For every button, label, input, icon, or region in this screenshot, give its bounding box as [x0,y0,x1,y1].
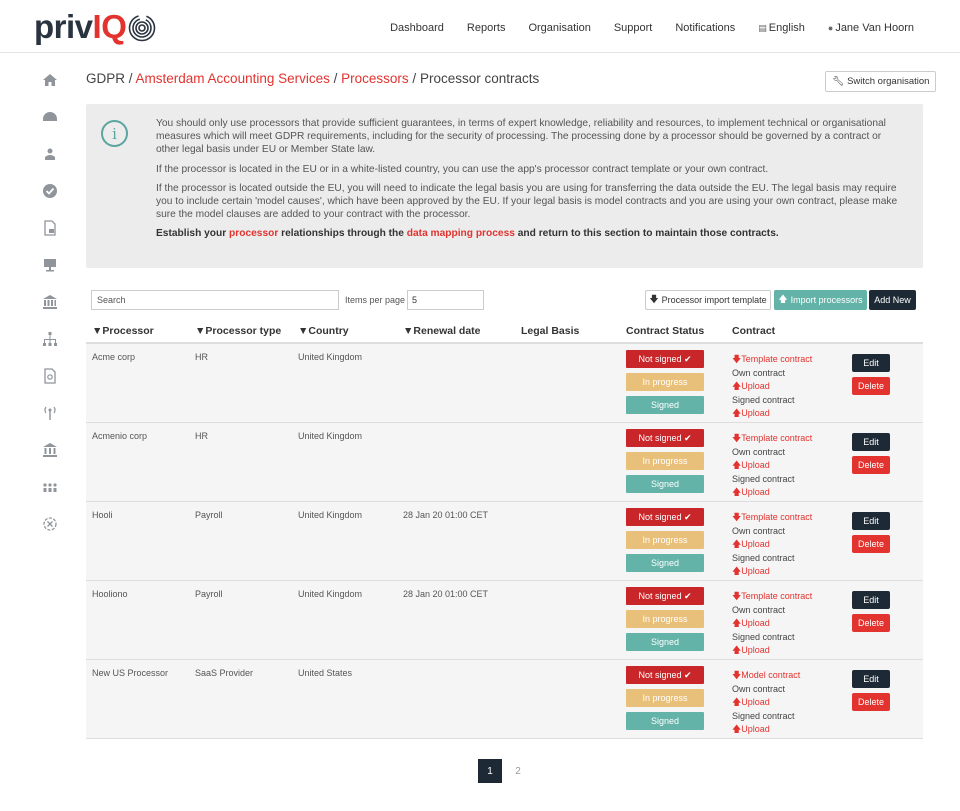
dashboard-gauge-icon[interactable] [38,107,62,127]
info-paragraph-4 [156,227,904,240]
signed-contract-upload-link[interactable]: 🡅Upload [732,487,770,497]
contract-template-link[interactable]: 🡇Template contract [732,433,813,443]
edit-button[interactable]: Edit [852,512,890,530]
document-search-icon[interactable] [38,366,62,386]
user-name: Jane Van Hoorn [835,22,914,34]
delete-button[interactable]: Delete [852,614,890,632]
breadcrumb [86,71,539,86]
user-icon: ● [827,23,834,33]
document-lock-icon[interactable] [38,218,62,238]
bank-building-icon[interactable] [38,440,62,460]
table-row [86,502,923,581]
import-processors-button[interactable] [774,290,867,310]
download-arrow-icon: 🡇 [649,294,659,304]
status-in-progress-button[interactable]: In progress [626,452,704,470]
processor-import-template-label: Processor import template [661,295,767,305]
info-paragraph-2: If the processor is located in the EU or in a white-listed country, you can use the app's processor contract template or your own contract. [156,163,769,175]
cell-country: United Kingdom [298,352,363,362]
signed-contract-upload-link[interactable]: 🡅Upload [732,645,770,655]
cell-country: United States [298,668,353,678]
info-p4-text: relationships through the [278,228,407,240]
top-bar [0,0,960,53]
institution-icon[interactable] [38,292,62,312]
nav-reports[interactable]: Reports [466,22,506,34]
items-per-page-label: Items per page [345,295,406,305]
signed-contract-label: Signed contract [732,711,795,721]
column-header-processor[interactable]: ▼Processor [92,325,154,337]
cell-processor-type: HR [195,352,208,362]
info-paragraph-1: You should only use processors that provide sufficient guarantees, in terms of expert knowledge, reliability and resources, to implement technical or organisational measures which will meet GDPR requirements, including for the security of processing. The processing done by a processor should be governed by a contract or other legal basis under EU or Member State law. [156,118,886,156]
cell-processor: Acme corp [92,352,136,362]
status-signed-button[interactable]: Signed [626,633,704,651]
own-contract-label: Own contract [732,526,786,536]
info-p4-text: Establish your [156,228,230,240]
nav-language[interactable] [758,22,805,34]
processor-link[interactable]: processor [229,228,279,240]
table-row [86,581,923,660]
status-not-signed-button[interactable]: Not signed ✔ [626,666,704,684]
breadcrumb-current: Processor contracts [419,71,540,86]
user-profile-icon[interactable] [38,144,62,164]
contract-template-link[interactable]: 🡇Model contract [732,670,801,680]
add-new-button[interactable]: Add New [869,290,916,310]
own-contract-upload-link[interactable]: 🡅Upload [732,618,770,628]
own-contract-label: Own contract [732,368,786,378]
status-in-progress-button[interactable]: In progress [626,373,704,391]
edit-button[interactable]: Edit [852,670,890,688]
logo-text-accent: IQ [92,8,127,45]
info-paragraph-3: If the processor is located outside the EU, you will need to indicate the legal basis you are using for transferring the data outside the EU. The legal basis may require you to include certain 'model causes', which have been approved by the EU. If your legal basis is model contracts and you are using your own contract, please make sure the model clauses are added to your contract with the processor. [156,182,898,221]
nav-notifications[interactable]: Notifications [675,22,736,34]
broadcast-tower-icon[interactable] [38,403,62,423]
wrench-icon: 🔧︎ [832,76,845,87]
status-signed-button[interactable]: Signed [626,396,704,414]
info-circle-icon: i [101,120,128,147]
privacy-logo[interactable] [34,10,157,43]
search-input[interactable]: Search [91,290,339,310]
nav-organisation[interactable]: Organisation [528,22,591,34]
cell-processor: Hooliono [92,589,128,599]
own-contract-label: Own contract [732,684,786,694]
processor-import-template-button[interactable] [645,290,771,310]
cell-processor-type: Payroll [195,589,223,599]
signed-contract-label: Signed contract [732,553,795,563]
own-contract-upload-link[interactable]: 🡅Upload [732,460,770,470]
items-per-page-input[interactable]: 5 [407,290,484,310]
cell-processor: Hooli [92,510,113,520]
status-not-signed-button[interactable]: Not signed ✔ [626,429,704,447]
org-chart-icon[interactable] [38,329,62,349]
cell-renewal-date: 28 Jan 20 01:00 CET [403,589,489,599]
column-header-legal-basis: Legal Basis [521,325,580,337]
nav-dashboard[interactable]: Dashboard [390,22,444,34]
column-header-contract: Contract [732,325,776,337]
table-header [86,318,923,344]
presentation-board-icon[interactable] [38,255,62,275]
fingerprint-icon [127,13,157,43]
cell-country: United Kingdom [298,510,363,520]
pagination-page-1[interactable]: 1 [478,759,502,783]
info-p4-text: and return to this section to maintain those contracts. [514,228,779,240]
breadcrumb-processors-link[interactable]: Processors [341,71,409,86]
status-signed-button[interactable]: Signed [626,712,704,730]
team-group-icon[interactable] [38,477,62,497]
cell-country: United Kingdom [298,431,363,441]
signed-contract-upload-link[interactable]: 🡅Upload [732,408,770,418]
nav-support[interactable]: Support [613,22,653,34]
cell-processor-type: HR [195,431,208,441]
language-icon: ▤ [758,23,767,33]
edit-button[interactable]: Edit [852,591,890,609]
breadcrumb-separator: / [329,71,342,86]
breadcrumb-separator: / [408,71,420,86]
contract-template-link[interactable]: 🡇Template contract [732,512,813,522]
own-contract-upload-link[interactable]: 🡅Upload [732,381,770,391]
contract-template-link[interactable]: 🡇Template contract [732,591,813,601]
import-processors-label: Import processors [790,295,863,305]
own-contract-label: Own contract [732,447,786,457]
column-header-renewal-date[interactable]: ▼Renewal date [403,325,481,337]
cell-processor-type: SaaS Provider [195,668,254,678]
signed-contract-upload-link[interactable]: 🡅Upload [732,566,770,576]
home-icon[interactable] [38,70,62,90]
switch-organisation-label: Switch organisation [847,76,930,87]
cell-processor: Acmenio corp [92,431,148,441]
data-mapping-link[interactable]: data mapping process [406,228,515,240]
edit-button[interactable]: Edit [852,433,890,451]
status-not-signed-button[interactable]: Not signed ✔ [626,350,704,368]
delete-button[interactable]: Delete [852,456,890,474]
table-row [86,423,923,502]
cell-processor-type: Payroll [195,510,223,520]
cell-processor: New US Processor [92,668,169,678]
edit-button[interactable]: Edit [852,354,890,372]
info-text [156,117,904,247]
column-header-processor-type[interactable]: ▼Processor type [195,325,282,337]
column-header-contract-status: Contract Status [626,325,705,337]
upload-arrow-icon: 🡅 [778,294,788,304]
delete-button[interactable]: Delete [852,535,890,553]
cell-country: United Kingdom [298,589,363,599]
table-row [86,344,923,423]
status-signed-button[interactable]: Signed [626,554,704,572]
delete-button[interactable]: Delete [852,693,890,711]
status-not-signed-button[interactable]: Not signed ✔ [626,587,704,605]
status-in-progress-button[interactable]: In progress [626,531,704,549]
settings-cog-icon[interactable] [38,514,62,534]
info-panel [86,104,923,268]
own-contract-upload-link[interactable]: 🡅Upload [732,697,770,707]
nav-user[interactable] [828,22,914,34]
contract-template-link[interactable]: 🡇Template contract [732,354,813,364]
breadcrumb-root[interactable]: GDPR [86,71,126,86]
delete-button[interactable]: Delete [852,377,890,395]
signed-contract-label: Signed contract [732,474,795,484]
column-header-country[interactable]: ▼Country [298,325,349,337]
status-in-progress-button[interactable]: In progress [626,610,704,628]
logo-text-main: priv [34,8,93,45]
own-contract-label: Own contract [732,605,786,615]
signed-contract-label: Signed contract [732,395,795,405]
status-signed-button[interactable]: Signed [626,475,704,493]
status-not-signed-button[interactable]: Not signed ✔ [626,508,704,526]
status-in-progress-button[interactable]: In progress [626,689,704,707]
signed-contract-label: Signed contract [732,632,795,642]
checkmark-circle-icon[interactable] [38,181,62,201]
breadcrumb-organisation-link[interactable]: Amsterdam Accounting Services [135,71,330,86]
language-label: English [768,22,805,34]
switch-organisation-button[interactable] [825,71,936,92]
breadcrumb-separator: / [125,71,136,86]
main-nav [390,22,914,34]
table-row [86,660,923,739]
cell-renewal-date: 28 Jan 20 01:00 CET [403,510,489,520]
own-contract-upload-link[interactable]: 🡅Upload [732,539,770,549]
signed-contract-upload-link[interactable]: 🡅Upload [732,724,770,734]
pagination-page-2[interactable]: 2 [515,765,521,777]
